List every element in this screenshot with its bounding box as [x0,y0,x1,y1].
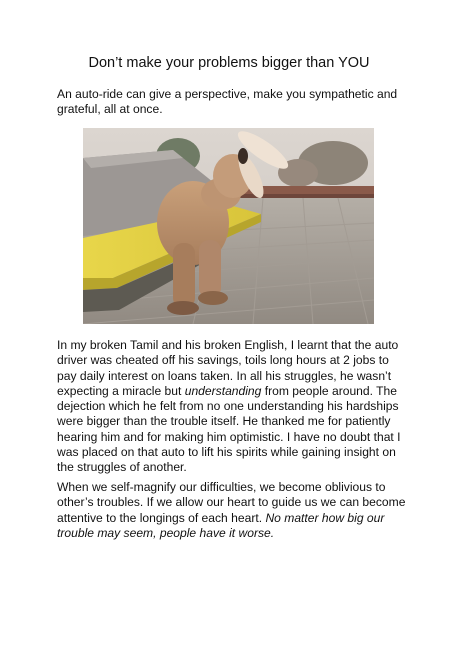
conclusion-emphasis: No matter how big our trouble may seem, people have it worse. [57,510,385,540]
conclusion-paragraph [57,480,409,541]
conclusion-text: When we self-magnify our difficulties, we become oblivious to other’s troubles. If we allow our heart to guide us we can become attentive to the longings of each heart. [57,480,406,525]
story-text-start: In my broken Tamil and his broken English, I learnt that the auto driver was cheated off his savings, toils long hours at 2 jobs to pay daily interest on loans taken. In all his struggles, he wasn’t expecting a miracle but [57,338,399,398]
document-title: Don’t make your problems bigger than YOU [88,55,370,71]
intro-paragraph: An auto-ride can give a perspective, make you sympathetic and grateful, all at once. [57,87,398,117]
sad-bunny-costume-photo [83,128,374,324]
story-paragraph [57,338,409,476]
story-emphasis: understanding [184,383,262,398]
story-text-end: from people around. The dejection which he felt from no one understanding his hardships were bigger than the trouble itself. He thanked me for patiently hearing him and for making him optimistic. I have no doubt that I was placed on that auto to lift his spirits while gaining insight on the struggles of another. [57,383,401,475]
